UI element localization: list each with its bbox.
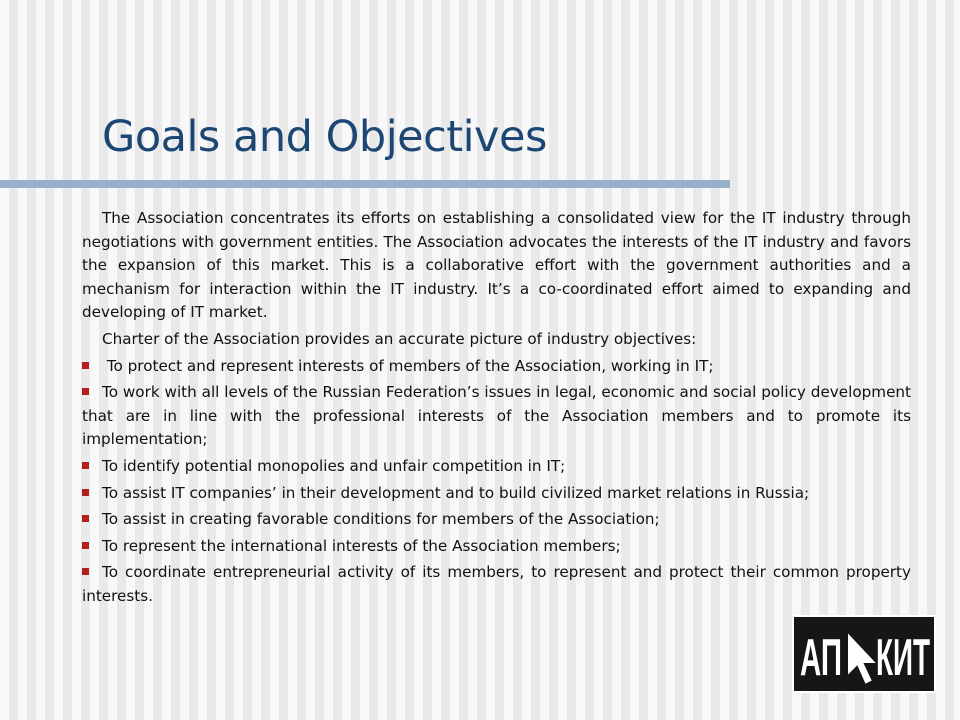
intro-paragraph: The Association concentrates its efforts on establishing a consolidated view for the IT industry through negotiations with government entities. The Association advocates the interests of the IT industry and favors the expansion of this market. This is a collaborative effort with the government authorities and a mechanism for interaction within the IT industry. It’s a co-coordinated effort aimed to expanding and developing of IT market. — [82, 209, 911, 322]
objective-item — [82, 355, 911, 379]
apkit-logo-mark — [794, 617, 934, 691]
svg-text:АП: АП — [800, 629, 842, 687]
bullet-square-icon — [82, 542, 89, 549]
objective-item — [82, 455, 911, 479]
slide-body — [82, 207, 911, 612]
objective-text: To coordinate entrepreneurial activity of its members, to represent and protect their common property interests. — [82, 563, 911, 605]
bullet-square-icon — [82, 388, 89, 395]
title-underline — [0, 180, 730, 188]
objective-item — [82, 381, 911, 452]
objective-text: To protect and represent interests of members of the Association, working in IT; — [102, 356, 714, 375]
objective-text: To identify potential monopolies and unfair competition in IT; — [102, 456, 566, 475]
bullet-square-icon — [82, 489, 89, 496]
bullet-square-icon — [82, 568, 89, 575]
charter-paragraph: Charter of the Association provides an accurate picture of industry objectives: — [102, 329, 697, 348]
objective-text: To work with all levels of the Russian Federation’s issues in legal, economic and social policy development that are in line with the professional interests of the Association members and to promote its implementation; — [82, 383, 911, 449]
objective-item — [82, 482, 911, 506]
cursor-arrow-icon — [847, 631, 878, 685]
objective-text: To represent the international interests of the Association members; — [102, 536, 621, 555]
objective-text: To assist IT companies’ in their development and to build civilized market relations in Russia; — [102, 483, 810, 502]
apkit-logo — [792, 615, 936, 693]
objective-text: To assist in creating favorable conditions for members of the Association; — [102, 510, 660, 529]
objective-item — [82, 561, 911, 608]
objective-item — [82, 535, 911, 559]
bullet-square-icon — [82, 462, 89, 469]
bullet-square-icon — [82, 362, 89, 369]
slide-title: Goals and Objectives — [102, 112, 547, 162]
bullet-square-icon — [82, 515, 89, 522]
svg-text:КИТ: КИТ — [876, 629, 931, 687]
objective-item — [82, 508, 911, 532]
